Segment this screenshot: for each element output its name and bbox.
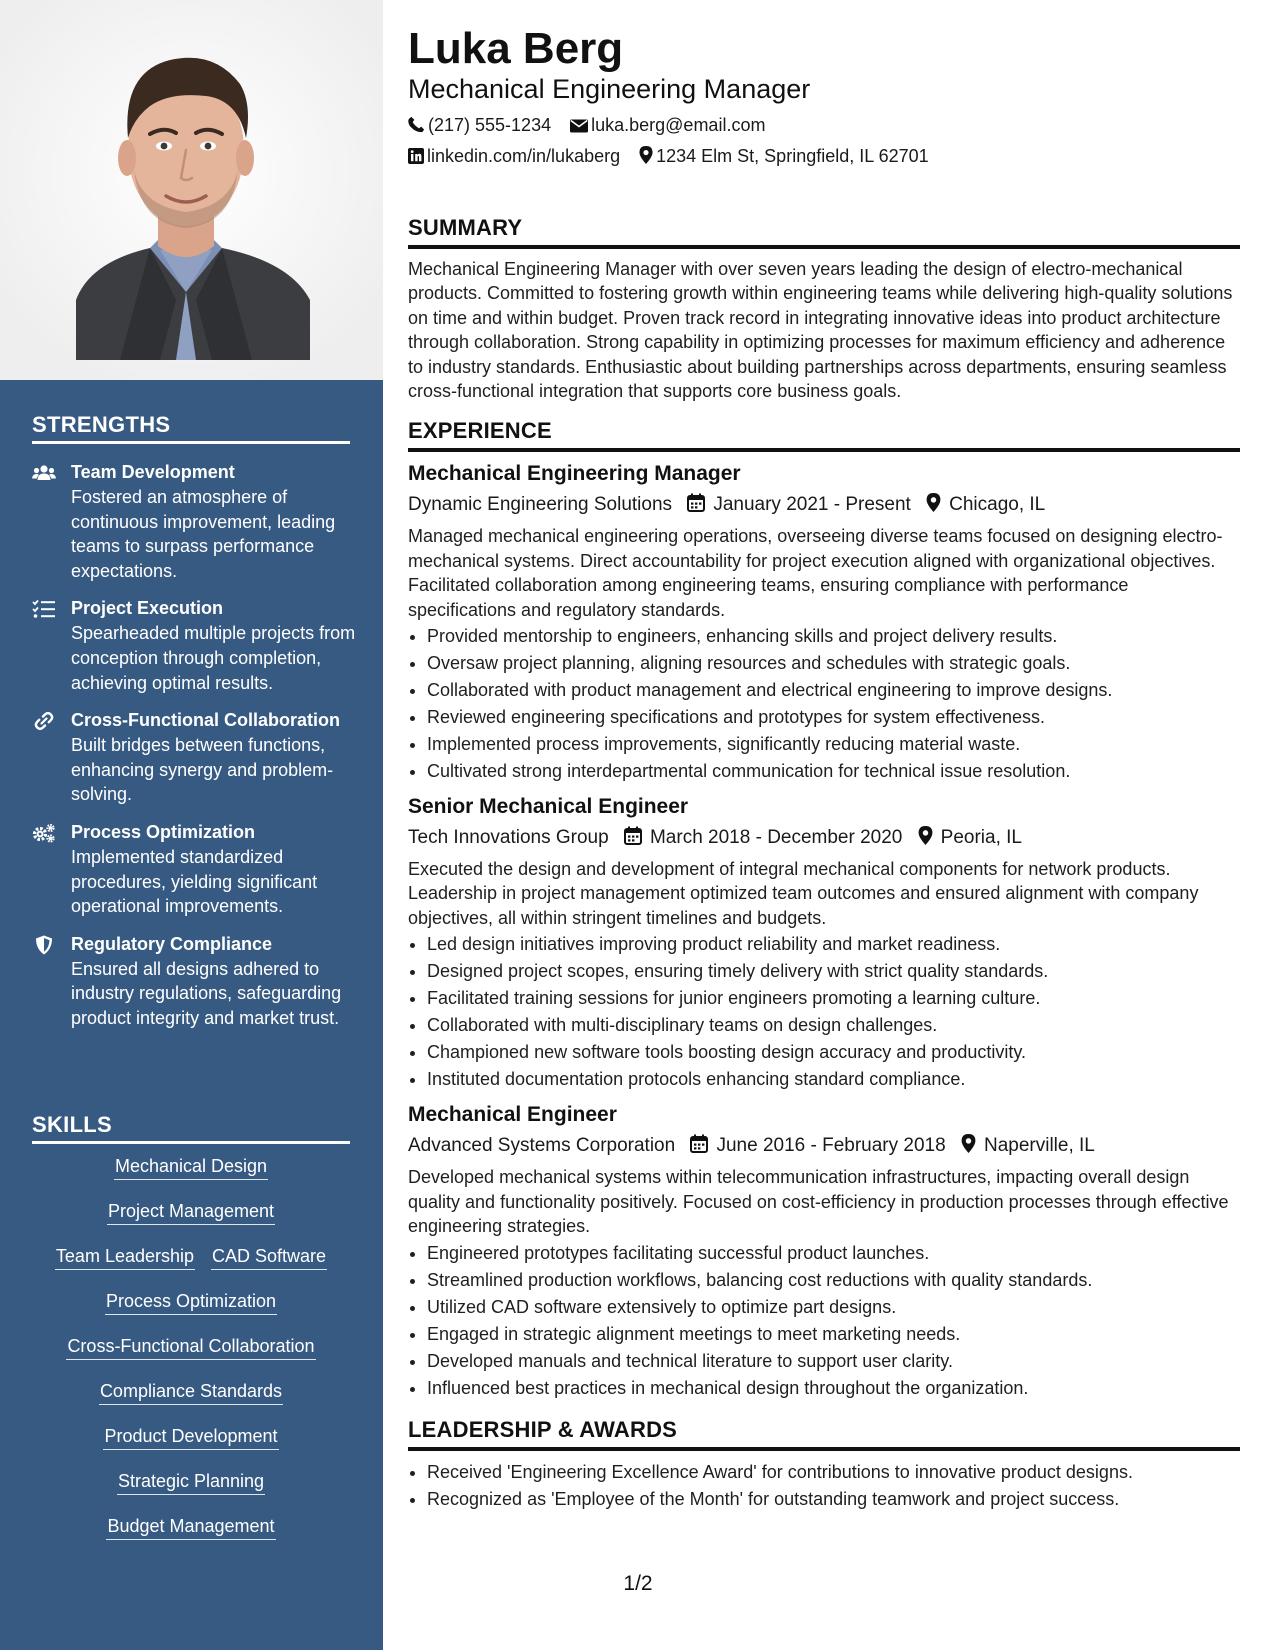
job-bullet: • Cultivated strong interdepartmental communication for technical issue resolution. xyxy=(427,758,1240,785)
strength-description: Implemented standardized procedures, yielding significant operational improvements. xyxy=(71,846,318,917)
calendar-icon xyxy=(624,826,642,845)
linkedin-text: linkedin.com/in/lukaberg xyxy=(427,146,621,166)
gears-icon xyxy=(32,823,56,843)
job-company: Tech Innovations Group xyxy=(408,827,609,849)
job-bullet: • Implemented process improvements, significantly reducing material waste. xyxy=(427,731,1240,758)
contact-linkedin[interactable] xyxy=(408,145,620,167)
job-meta xyxy=(408,1133,1240,1159)
job-bullet: • Facilitated training sessions for junior engineers promoting a learning culture. xyxy=(427,985,1240,1012)
email-text: luka.berg@email.com xyxy=(591,115,766,135)
contact-address xyxy=(639,145,929,167)
job-entry xyxy=(408,793,1240,1093)
summary-text: Mechanical Engineering Manager with over seven years leading the design of electro-mechanical products. Committed to fostering growth within engineering teams while delivering high-quality solutions on time and within budget. Proven track record in integrating innovative ideas into product architecture through collaboration. Strong capability in optimizing processes for maximum efficiency and adherence to industry standards. Enthusiastic about building partnerships across departments, ensuring seamless cross-functional integration that supports core business goals. xyxy=(408,259,1233,402)
address-text: 1234 Elm St, Springfield, IL 62701 xyxy=(656,146,929,166)
skill-tag: Strategic Planning xyxy=(117,1470,265,1495)
job-description: Executed the design and development of integral mechanical components for network products. Leadership in project management optimized team outcomes and ensured alignment with company objectives, all within stringent timelines and budgets. xyxy=(408,859,1199,928)
skill-row xyxy=(32,1245,350,1290)
phone-text: (217) 555-1234 xyxy=(428,115,552,135)
job-bullet: • Oversaw project planning, aligning resources and schedules with strategic goals. xyxy=(427,650,1240,677)
job-dates: March 2018 - December 2020 xyxy=(649,827,903,849)
phone-icon xyxy=(408,116,425,133)
envelope-icon xyxy=(570,118,588,133)
awards-heading: LEADERSHIP & AWARDS xyxy=(408,1416,1240,1451)
job-location: Peoria, IL xyxy=(940,827,1022,849)
contact-phone[interactable] xyxy=(408,114,551,136)
skill-row xyxy=(32,1380,350,1425)
strength-title: Team Development xyxy=(71,462,235,482)
job-company: Dynamic Engineering Solutions xyxy=(408,494,673,516)
job-bullet: • Engineered prototypes facilitating successful product launches. xyxy=(427,1240,1240,1267)
job-bullet: • Designed project scopes, ensuring timely delivery with strict quality standards. xyxy=(427,958,1240,985)
job-entry xyxy=(408,460,1240,785)
skill-row xyxy=(32,1515,350,1560)
skill-row xyxy=(32,1425,350,1470)
job-bullet: • Instituted documentation protocols enhancing standard compliance. xyxy=(427,1066,1240,1093)
location-pin-icon xyxy=(961,1134,976,1153)
skill-tag: CAD Software xyxy=(211,1245,327,1270)
calendar-icon xyxy=(690,1134,708,1153)
candidate-name: Luka Berg xyxy=(408,24,624,73)
shield-icon xyxy=(32,935,56,955)
skills-list xyxy=(32,1155,350,1560)
skill-row xyxy=(32,1335,350,1380)
strength-item xyxy=(32,460,362,583)
job-bullet: • Provided mentorship to engineers, enhancing skills and project delivery results. xyxy=(427,623,1240,650)
skill-tag: Product Development xyxy=(103,1425,278,1450)
skill-row xyxy=(32,1470,350,1515)
sidebar xyxy=(0,0,383,1650)
skill-tag: Mechanical Design xyxy=(114,1155,268,1180)
job-bullet: • Streamlined production workflows, balancing cost reductions with quality standards. xyxy=(427,1267,1240,1294)
job-entry xyxy=(408,1101,1240,1401)
awards-list xyxy=(408,1459,1240,1513)
job-bullets xyxy=(408,623,1240,785)
strength-item xyxy=(32,596,362,695)
profile-photo-image xyxy=(0,0,383,380)
calendar-icon xyxy=(687,493,705,512)
task-list-icon xyxy=(32,599,56,619)
job-title: Senior Mechanical Engineer xyxy=(408,795,689,819)
strength-description: Spearheaded multiple projects from conception through completion, achieving optimal results. xyxy=(71,623,356,693)
job-bullets xyxy=(408,931,1240,1093)
job-bullet: • Led design initiatives improving product reliability and market readiness. xyxy=(427,931,1240,958)
job-bullet: • Reviewed engineering specifications and prototypes for system effectiveness. xyxy=(427,704,1240,731)
summary-heading: SUMMARY xyxy=(408,214,1240,249)
location-pin-icon xyxy=(918,826,933,845)
skills-heading: SKILLS xyxy=(32,1112,350,1144)
contact-line xyxy=(408,114,1240,136)
skill-tag: Project Management xyxy=(107,1200,275,1225)
location-pin-icon xyxy=(639,146,653,164)
job-bullet: • Collaborated with product management and electrical engineering to improve designs. xyxy=(427,677,1240,704)
job-dates: January 2021 - Present xyxy=(713,494,911,516)
main-content xyxy=(408,24,1240,1513)
skill-tag: Cross-Functional Collaboration xyxy=(66,1335,315,1360)
job-meta xyxy=(408,825,1240,851)
job-bullet: • Developed manuals and technical literature to support user clarity. xyxy=(427,1348,1240,1375)
strength-description: Ensured all designs adhered to industry regulations, safeguarding product integrity and market trust. xyxy=(71,958,342,1028)
strengths-list xyxy=(32,460,362,1044)
team-icon xyxy=(32,463,56,483)
page-number: 1/2 xyxy=(623,1572,653,1595)
linkedin-icon xyxy=(408,148,424,164)
job-bullets xyxy=(408,1240,1240,1402)
link-icon xyxy=(32,711,56,731)
strengths-heading: STRENGTHS xyxy=(32,412,350,444)
job-bullet: • Collaborated with multi-disciplinary teams on design challenges. xyxy=(427,1012,1240,1039)
contact-email[interactable] xyxy=(570,114,765,136)
job-title: Mechanical Engineering Manager xyxy=(408,462,741,486)
profile-photo xyxy=(0,0,383,380)
strength-item xyxy=(32,708,362,807)
job-company: Advanced Systems Corporation xyxy=(408,1135,676,1157)
job-location: Chicago, IL xyxy=(949,494,1046,516)
skill-tag: Compliance Standards xyxy=(99,1380,283,1405)
strength-description: Fostered an atmosphere of continuous improvement, leading teams to surpass performance expectations. xyxy=(71,487,336,581)
job-location: Naperville, IL xyxy=(983,1135,1095,1157)
award-item: • Recognized as 'Employee of the Month' for outstanding teamwork and project success. xyxy=(427,1486,1240,1513)
award-item: • Received 'Engineering Excellence Award' for contributions to innovative product designs. xyxy=(427,1459,1240,1486)
strength-title: Project Execution xyxy=(71,598,224,619)
skill-row xyxy=(32,1155,350,1200)
job-title: Mechanical Engineer xyxy=(408,1103,617,1127)
job-bullet: • Engaged in strategic alignment meetings to meet marketing needs. xyxy=(427,1321,1240,1348)
candidate-title: Mechanical Engineering Manager xyxy=(408,74,811,104)
strength-title: Regulatory Compliance xyxy=(71,933,273,954)
skill-row xyxy=(32,1200,350,1245)
strength-item xyxy=(32,932,362,1031)
strength-item xyxy=(32,820,362,919)
location-pin-icon xyxy=(926,493,941,512)
contact-line xyxy=(408,145,1240,167)
skill-tag: Process Optimization xyxy=(105,1290,277,1315)
skill-tag: Team Leadership xyxy=(55,1245,195,1270)
strength-title: Cross-Functional Collaboration xyxy=(71,710,341,731)
skill-row xyxy=(32,1290,350,1335)
job-description: Developed mechanical systems within telecommunication infrastructures, impacting overall design quality and functionality positively. Focused on cost-efficiency in production processes through effective engineering strategies. xyxy=(408,1167,1229,1237)
job-meta xyxy=(408,492,1240,518)
experience-heading: EXPERIENCE xyxy=(408,417,1240,452)
job-dates: June 2016 - February 2018 xyxy=(716,1135,946,1157)
strength-title: Process Optimization xyxy=(71,821,256,842)
job-bullet: • Utilized CAD software extensively to optimize part designs. xyxy=(427,1294,1240,1321)
job-bullet: • Championed new software tools boosting design accuracy and productivity. xyxy=(427,1039,1240,1066)
strength-description: Built bridges between functions, enhancing synergy and problem-solving. xyxy=(71,735,334,805)
job-bullet: • Influenced best practices in mechanical design throughout the organization. xyxy=(427,1375,1240,1402)
job-description: Managed mechanical engineering operations, overseeing diverse teams focused on designing electro-mechanical systems. Direct accountability for project execution aligned with organizational objectives. Facilitated collaboration among engineering teams, ensuring compliance with performance specifications and regulatory standards. xyxy=(408,526,1223,620)
skill-tag: Budget Management xyxy=(106,1515,275,1540)
